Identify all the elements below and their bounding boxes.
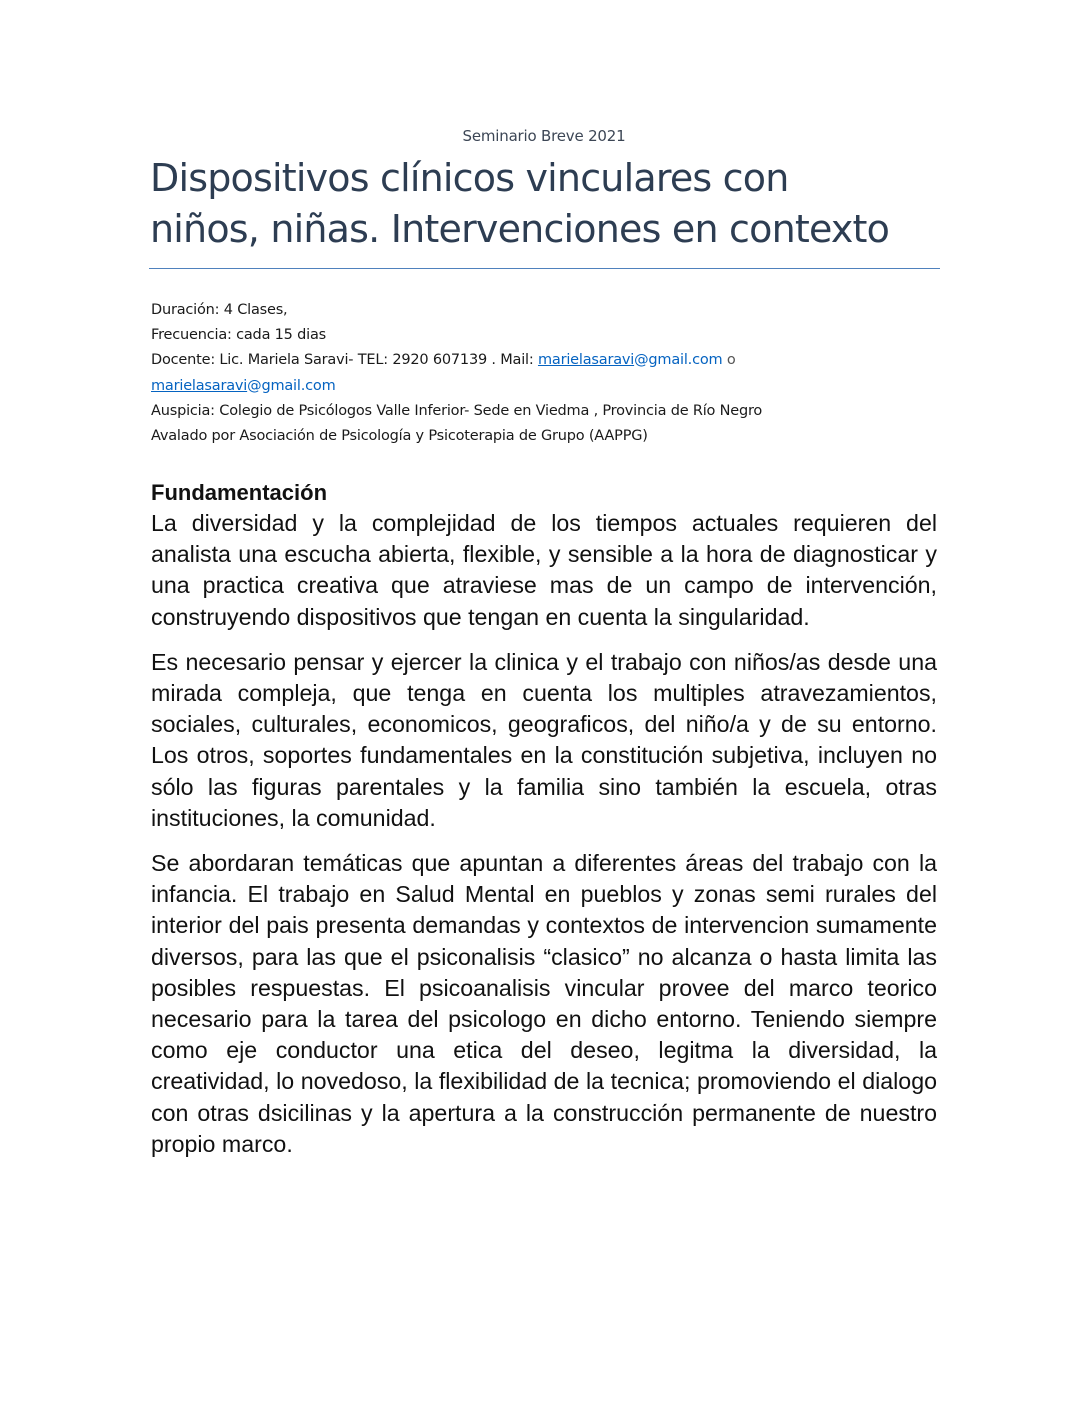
email-1-domain: @gmail.com — [634, 352, 723, 369]
teacher-info: Docente: Lic. Mariela Saravi- TEL: 2920 607139 . Mail: — [151, 352, 538, 369]
section-body — [151, 508, 937, 1174]
email-2-user: marielasaravi — [151, 377, 248, 394]
section-heading: Fundamentación — [151, 480, 328, 505]
sponsor-line: Auspicia: Colegio de Psicólogos Valle Inferior- Sede en Viedma , Provincia de Río Negro — [151, 402, 763, 419]
paragraph: Se abordaran temáticas que apuntan a diferentes áreas del trabajo con la infancia. El trabajo en Salud Mental en pueblos y zonas semi rurales del interior del pais presenta demandas y contextos de intervencion sumamente diversos, para las que el psiconalisis “clasico” no alcanza o hasta limita las posibles respuestas. El psicoanalisis vincular provee del marco teorico necesario para la tarea del psicologo en dicho entorno. Teniendo siempre como eje conductor una etica del deseo, legitma la diversidad, la creatividad, lo novedoso, la flexibilidad de la tecnica; promoviendo el dialogo con otras dsicilinas y la apertura a la construcción permanente de nuestro propio marco. — [151, 850, 937, 1157]
frequency-line: Frecuencia: cada 15 dias — [151, 327, 326, 344]
second-email-line — [151, 374, 951, 399]
email-link-2[interactable] — [151, 378, 336, 394]
title-line-2: niños, niñas. Intervenciones en contexto — [150, 207, 890, 251]
title-line-1: Dispositivos clínicos vinculares con — [150, 156, 789, 200]
title-underline-divider — [149, 268, 940, 269]
endorsement-line: Avalado por Asociación de Psicología y Psicoterapia de Grupo (AAPPG) — [151, 428, 648, 445]
seminar-kicker: Seminario Breve 2021 — [462, 127, 626, 145]
email-link-1[interactable] — [538, 352, 723, 368]
course-details — [151, 298, 951, 449]
email-2-domain: @gmail.com — [247, 377, 336, 394]
email-1-user: marielasaravi — [537, 352, 635, 369]
paragraph: La diversidad y la complejidad de los tiempos actuales requieren del analista una escucha abierta, flexible, y sensible a la hora de diagnosticar y una practica creativa que atraviese mas de un campo de intervención, construyendo dispositivos que tengan en cuenta la singularidad. — [151, 510, 937, 630]
paragraph: Es necesario pensar y ejercer la clinica y el trabajo con niños/as desde una mirada compleja, que tenga en cuenta los multiples atravezamientos, sociales, culturales, economicos, geograficos, del niño/a y de su entorno. Los otros, soportes fundamentales en la constitución subjetiva, incluyen no sólo las figuras parentales y la familia sino también la escuela, otras instituciones, la comunidad. — [151, 648, 937, 831]
document-title — [150, 153, 950, 255]
email-separator: o — [722, 352, 736, 369]
teacher-line — [151, 348, 951, 373]
duration-line: Duración: 4 Clases, — [151, 302, 288, 318]
